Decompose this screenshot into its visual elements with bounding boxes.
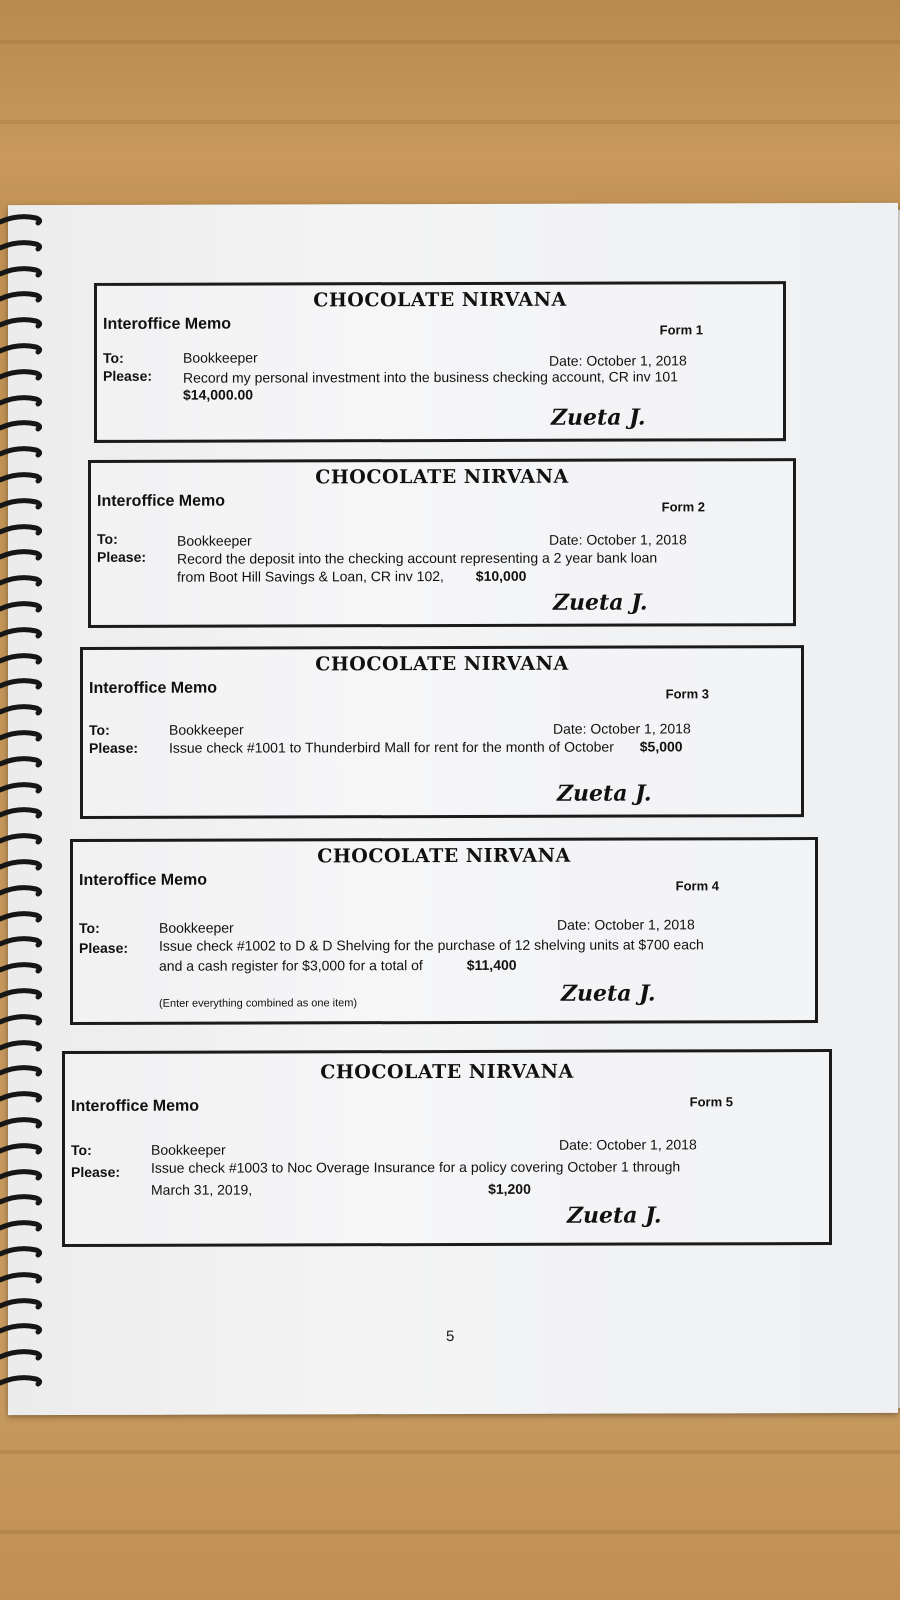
- memo-company-name: CHOCOLATE NIRVANA: [315, 465, 569, 489]
- spiral-coil: [0, 782, 44, 793]
- memo-instruction-line: Issue check #1002 to D & D Shelving for the purchase of 12 shelving units at $700 each: [159, 936, 704, 954]
- memo-date: Date: October 1, 2018: [559, 1136, 697, 1153]
- memo-amount: $10,000: [475, 567, 527, 584]
- memo-to-label: To:: [71, 1141, 92, 1159]
- workbook-page: [8, 203, 898, 1415]
- memo-company-name: CHOCOLATE NIRVANA: [315, 652, 569, 676]
- memo-form-5: [62, 1049, 832, 1247]
- memo-instruction-line: Record the deposit into the checking account representing a 2 year bank loan: [177, 549, 658, 567]
- spiral-coil: [0, 730, 44, 741]
- spiral-coil: [0, 1349, 44, 1360]
- spiral-coil: [0, 678, 44, 689]
- spiral-coil: [0, 833, 44, 844]
- wood-grain: [0, 1450, 900, 1454]
- memo-company-name: CHOCOLATE NIRVANA: [320, 1060, 574, 1084]
- memo-amount: $11,400: [466, 956, 517, 973]
- spiral-coil: [0, 1298, 44, 1309]
- spiral-coil: [0, 291, 44, 302]
- memo-to-label: To:: [79, 919, 100, 936]
- memo-date: Date: October 1, 2018: [557, 916, 695, 933]
- memo-instruction-text: Issue check #1001 to Thunderbird Mall for rent for the month of October: [169, 738, 614, 756]
- memo-signature: Zueta J.: [557, 780, 652, 807]
- spiral-coil: [0, 936, 44, 947]
- spiral-coil: [0, 1323, 44, 1334]
- memo-form-number: Form 5: [689, 1094, 733, 1110]
- memo-please-label: Please:: [71, 1163, 121, 1181]
- memo-signature: Zueta J.: [551, 404, 646, 431]
- spiral-coil: [0, 1014, 44, 1025]
- spiral-coil: [0, 1091, 44, 1102]
- memo-instruction-line: Issue check #1003 to Noc Overage Insurance for a policy covering October 1 through: [151, 1158, 681, 1176]
- memo-form-2: [88, 458, 796, 628]
- memo-instruction-text: from Boot Hill Savings & Loan, CR inv 102,: [177, 568, 444, 585]
- memo-form-3: [80, 645, 804, 819]
- memo-date: Date: October 1, 2018: [553, 720, 691, 737]
- memo-to-value: Bookkeeper: [151, 1141, 226, 1158]
- spiral-coil: [0, 807, 44, 818]
- memo-heading: Interoffice Memo: [71, 1097, 200, 1116]
- memo-company-name: CHOCOLATE NIRVANA: [313, 288, 567, 312]
- spiral-coil: [0, 1220, 44, 1231]
- wood-grain: [0, 120, 900, 124]
- memo-to-label: To:: [89, 721, 110, 738]
- memo-signature: Zueta J.: [561, 980, 656, 1007]
- spiral-coil: [0, 420, 44, 431]
- memo-date: Date: October 1, 2018: [549, 531, 687, 548]
- memo-instruction-text: and a cash register for $3,000 for a total of: [159, 957, 423, 974]
- spiral-coil: [0, 653, 44, 664]
- memo-heading: Interoffice Memo: [79, 871, 208, 889]
- wood-grain: [0, 1530, 900, 1534]
- memo-amount: $5,000: [639, 738, 683, 755]
- memo-heading: Interoffice Memo: [89, 679, 218, 697]
- spiral-coil: [0, 1117, 44, 1128]
- spiral-coil: [0, 911, 44, 922]
- spiral-coil: [0, 1246, 44, 1257]
- spiral-coil: [0, 1194, 44, 1205]
- spiral-coil: [0, 343, 44, 354]
- page-number: 5: [446, 1327, 455, 1346]
- memo-signature: Zueta J.: [567, 1202, 662, 1229]
- memo-form-number: Form 4: [675, 878, 719, 894]
- memo-amount: $1,200: [488, 1180, 531, 1197]
- spiral-coil: [0, 549, 44, 560]
- memo-date: Date: October 1, 2018: [549, 352, 687, 369]
- memo-heading: Interoffice Memo: [97, 492, 226, 510]
- spiral-coil: [0, 395, 44, 406]
- memo-form-1: [94, 281, 786, 443]
- memo-please-label: Please:: [103, 367, 153, 384]
- memo-instruction-text: March 31, 2019,: [151, 1181, 253, 1198]
- spiral-coil: [0, 627, 44, 638]
- spiral-coil: [0, 756, 44, 767]
- spiral-coil: [0, 1375, 44, 1386]
- memo-to-label: To:: [103, 349, 124, 366]
- spiral-coil: [0, 472, 44, 483]
- spiral-coil: [0, 446, 44, 457]
- spiral-coil: [0, 859, 44, 870]
- spiral-coil: [0, 240, 44, 251]
- spiral-coil: [0, 1169, 44, 1180]
- spiral-coil: [0, 601, 44, 612]
- memo-instruction-line: Record my personal investment into the business checking account, CR inv 101: [183, 368, 678, 386]
- spiral-coil: [0, 498, 44, 509]
- spiral-coil: [0, 1143, 44, 1154]
- memo-to-value: Bookkeeper: [183, 349, 258, 366]
- spiral-coil: [0, 214, 44, 225]
- memo-to-value: Bookkeeper: [169, 721, 244, 738]
- wood-grain: [0, 40, 900, 44]
- spiral-coil: [0, 575, 44, 586]
- memo-please-label: Please:: [97, 548, 147, 565]
- memo-form-4: [70, 837, 818, 1025]
- memo-instruction-line: [177, 568, 526, 585]
- spiral-coil: [0, 266, 44, 277]
- spiral-coil: [0, 1040, 44, 1051]
- memo-to-value: Bookkeeper: [159, 919, 234, 936]
- spiral-coil: [0, 962, 44, 973]
- memo-to-value: Bookkeeper: [177, 532, 252, 549]
- spiral-coil: [0, 524, 44, 535]
- spiral-coil: [0, 704, 44, 715]
- spiral-coil: [0, 885, 44, 896]
- memo-signature: Zueta J.: [553, 589, 648, 616]
- memo-company-name: CHOCOLATE NIRVANA: [317, 844, 571, 868]
- memo-instruction-line: [151, 1181, 531, 1198]
- memo-amount: $14,000.00: [183, 386, 254, 403]
- memo-instruction-line: [169, 738, 683, 755]
- memo-note: (Enter everything combined as one item): [159, 997, 358, 1010]
- memo-instruction-line: [159, 957, 517, 974]
- spiral-coil: [0, 988, 44, 999]
- spiral-coil: [0, 369, 44, 380]
- memo-please-label: Please:: [79, 939, 129, 956]
- memo-form-number: Form 3: [665, 686, 709, 702]
- memo-form-number: Form 1: [659, 322, 703, 338]
- spiral-coil: [0, 1065, 44, 1076]
- memo-to-label: To:: [97, 530, 118, 547]
- spiral-coil: [0, 1272, 44, 1283]
- memo-heading: Interoffice Memo: [103, 315, 232, 333]
- memo-please-label: Please:: [89, 739, 139, 756]
- memo-form-number: Form 2: [661, 499, 705, 515]
- spiral-coil: [0, 317, 44, 328]
